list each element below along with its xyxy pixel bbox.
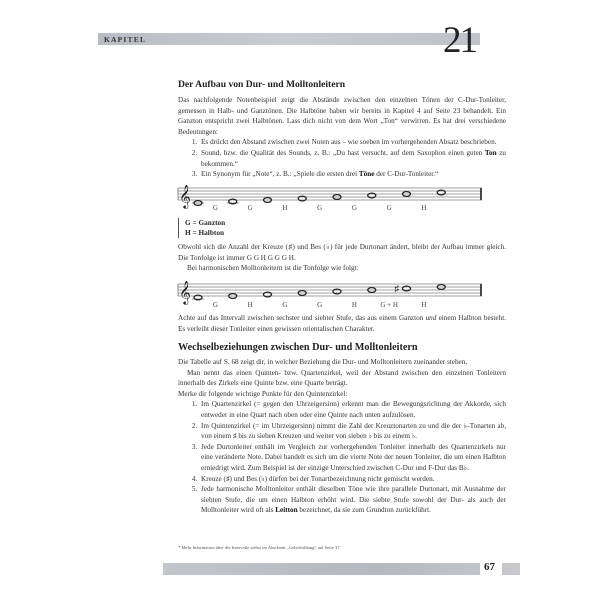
- text: Im Quintenzirkel (= im Uhrzeigersinn) nimmt die Zahl der Kreuztonarten zu und die der ♭-Tonarten ab, von einem ♯ bis zu sieben Kreuzen und weiter von sieben ♭ bis zu einem ♭.: [201, 421, 506, 441]
- list-item: [199, 442, 506, 474]
- text: einem Halbton besteht. Es verleiht dieser Tonleiter einen gewissen orientalischen Charakter.: [178, 314, 507, 333]
- list-item: [199, 137, 506, 148]
- interval-label: G + H: [380, 301, 398, 309]
- text: Es drückt den Abstand zwischen zwei Noten aus – wie soeben im vorhergehenden Absatz beschrieben.: [201, 138, 497, 147]
- paragraph: Man nennt das einen Quinten- bzw. Quartenzirkel, weil der Abstand zwischen den einzelnen Tonleitern innerhalb des Zirkels eine Quinte bzw. eine Quarte beträgt.: [178, 368, 506, 388]
- interval-label: G: [247, 204, 253, 212]
- paragraph: Merke dir folgende wichtige Punkte für den Quintenzirkel:: [178, 389, 348, 398]
- music-staff-harmonic-minor: [176, 272, 486, 308]
- text: Sound, bzw. die Qualität des Sounds, z. B.: „Du hast versucht, auf dem Saxophon einen guten: [201, 148, 485, 157]
- footnote: * Mehr Information über die Intervalle siehst im Abschnitt „Gehörbildung“ auf Seite 37.: [178, 545, 341, 550]
- interval-label: G: [282, 301, 288, 309]
- text: Kreuze (♯) und Bes (♭) dürfen bei der Tonartbezeichnung nicht gemischt werden.: [201, 474, 435, 483]
- legend-ganzton: G = Ganzton: [185, 218, 226, 227]
- text: bezeichnet, da sie zum Grundton zurückführt.: [297, 506, 431, 515]
- treble-clef-icon: 𝄞: [179, 186, 191, 208]
- list-item: [199, 421, 506, 442]
- text: zu bekommen.“: [201, 148, 506, 168]
- emphasis: und: [425, 314, 437, 322]
- chapter-header-bar: [98, 33, 480, 45]
- interval-label: G: [317, 301, 323, 309]
- interval-label: H: [282, 204, 288, 212]
- list-item: [199, 148, 506, 169]
- list-item: [199, 399, 506, 420]
- bold-term: Leitton: [275, 506, 298, 515]
- text: Jede Durtonleiter enthält im Vergleich zur vorhergehenden Tonleiter innerhalb des Quartenzirkels nur eine veränderte Note. Dabei handelt es sich um die vierte Note der neuen Tonleiter, die um einen Halbton erniedrigt wird. Zum Beispiel ist der einzige Unterschied zwischen C-Dur und F-Dur das B♭.: [201, 442, 506, 472]
- text: Jede harmonische Molltonleiter enthält dieselben Töne wie ihre parallele Durtonart, mit Ausnahme der siebten Stufe, die um einen Halbton erhöht wird. Die siebte Stufe sowohl der Dur- als auch der Molltonleiter wird oft als: [201, 485, 506, 515]
- bold-term: Töne: [358, 170, 375, 179]
- text: Im Quartenzirkel (= gegen den Uhrzeigersinn) erkennt man die Bewegungsrichtung der Akkorde, sich entweder in eine Quart nach oben oder eine Quinte nach unten aufzulösen.: [201, 400, 506, 419]
- paragraph: Bei harmonischen Molltonleitern ist die Tonfolge wie folgt:: [187, 264, 359, 273]
- chapter-number: 21: [443, 20, 476, 61]
- interval-label: H: [421, 301, 427, 309]
- interval-label: H: [421, 204, 427, 212]
- interval-label: G: [212, 301, 218, 309]
- treble-clef-icon: 𝄞: [179, 282, 191, 304]
- section-body: [178, 357, 506, 516]
- interval-label: G: [386, 204, 392, 212]
- interval-label: G: [351, 204, 357, 212]
- paragraph: Die Tabelle auf S. 68 zeigt dir, in welcher Beziehung die Dur- und Molltonleitern zueinander stehen.: [178, 358, 468, 366]
- section-heading: Der Aufbau von Dur- und Molltonleitern: [178, 79, 346, 90]
- points-list: [178, 399, 506, 516]
- meanings-list: [178, 137, 506, 179]
- paragraph: Das nachfolgende Notenbeispiel zeigt die Abstände zwischen den einzelnen Tönen der C-Dur-Tonleiter, gemessen in Halb- und Ganztönen. Die Halbtöne haben wir bereits in Kapitel 4 auf Seite 23 behandelt. Ein Ganzton entspricht zwei Halbtönen. Lass dich nicht von dem Wort „Ton“ verwirren. Es hat drei verschiedene Bedeutungen:: [178, 96, 506, 136]
- page-number: 67: [484, 561, 495, 573]
- section-heading: Wechselbeziehungen zwischen Dur- und Molltonleitern: [178, 342, 418, 353]
- chapter-label: KAPITEL: [104, 35, 147, 44]
- sharp-icon: ♯: [394, 283, 399, 294]
- interval-label: G: [317, 204, 323, 212]
- interval-label: H: [247, 301, 253, 309]
- music-staff-major-scale: [176, 176, 486, 212]
- paragraph: Obwohl sich die Anzahl der Kreuze (♯) und Bes (♭) für jede Durtonart ändert, bleibt der Aufbau immer gleich. Die Tonfolge ist immer G G H G G G H.: [178, 243, 506, 262]
- text: Achte auf das Intervall zwischen sechster und siebter Stufe, das aus einem Ganzton: [178, 314, 426, 322]
- section-intro: [178, 95, 506, 180]
- text: der C-Dur-Tonleiter.“: [374, 170, 439, 179]
- paragraph-interval: [178, 313, 506, 334]
- list-item: [199, 484, 506, 516]
- list-item: [199, 474, 506, 485]
- interval-label: H: [351, 301, 357, 309]
- interval-label: G: [212, 204, 218, 212]
- paragraph-structure: [178, 242, 506, 274]
- legend-halbton: H = Halbton: [185, 228, 225, 237]
- bold-term: Ton: [484, 148, 497, 157]
- legend: [178, 218, 225, 238]
- text: Ein Synonym für „Note“, z. B.: „Spiele die ersten drei: [201, 170, 359, 179]
- footer-bar: [163, 563, 520, 575]
